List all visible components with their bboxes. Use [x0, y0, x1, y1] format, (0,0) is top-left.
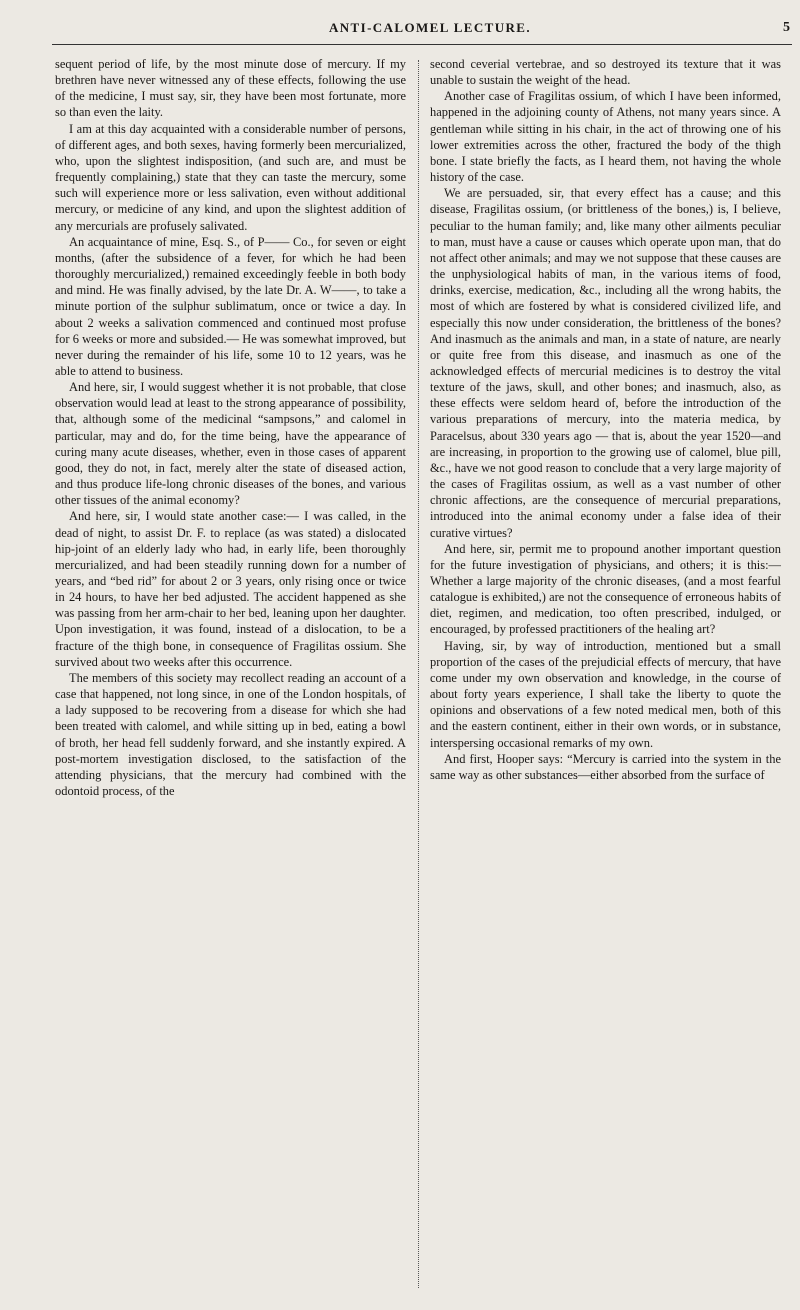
paragraph: I am at this day acquainted with a considerable number of persons, of different ages, and both sexes, having formerly been mercurialized, who, upon the slightest indisposition, (and such are, and must be frequently complaining,) state that they can taste the mercury, some such will experience more or less salivation, even without additional mercury, or medicine of any kind, and upon the slightest addition of any mercurials are profusely salivated.	[55, 121, 406, 233]
right-column	[430, 56, 781, 783]
page-header	[110, 20, 790, 44]
paragraph: An acquaintance of mine, Esq. S., of P—— Co., for seven or eight months, (after the subsidence of a fever, for which he had been thoroughly mercurialized,) remained exceedingly feeble in both body and mind. He was finally advised, by the late Dr. A. W——, to take a minute portion of the sulphur sublimatum, once or twice a day. In about 2 weeks a salivation commenced and continued most profuse for 6 weeks or more and subsided.— He was somewhat improved, but never during the remainder of his life, some 10 to 12 years, was he able to attend to business.	[55, 234, 406, 378]
paragraph: And first, Hooper says: “Mercury is carried into the system in the same way as other substances—either absorbed from the surface of	[430, 751, 781, 782]
paragraph: And here, sir, permit me to propound another important question for the future investigation of physicians, and others; it is this:— Whether a large majority of the chronic diseases, (and a most fearful catalogue is exhibited,) are not the consequence of erroneous habits of diet, regimen, and medication, too often prescribed, indulged, or encouraged, by professed practitioners of the healing art?	[430, 541, 781, 637]
header-rule	[52, 44, 792, 45]
paragraph: Another case of Fragilitas ossium, of which I have been informed, happened in the adjoining county of Athens, not many years since. A gentleman while sitting in his chair, in the act of throwing one of his lower extremities across the other, fractured the body of the thigh bone. I state briefly the facts, as I heard them, not having the whole history of the case.	[430, 89, 781, 185]
page-number: 5	[783, 20, 790, 35]
paragraph: sequent period of life, by the most minute dose of mercury. If my brethren have never witnessed any of these effects, following the use of the medicine, I must say, sir, they have been most fortunate, more so than even the laity.	[55, 57, 406, 120]
paragraph: The members of this society may recollect reading an account of a case that happened, not long since, in one of the London hospitals, of a lady supposed to be recovering from a disease for which she had been treated with calomel, and while sitting up in bed, eating a bowl of broth, her head fell suddenly forward, and she instantly expired. A post-mortem investigation disclosed, to the satisfaction of the attending physicians, that the mercury had combined with the odontoid process, of the	[55, 670, 406, 799]
paragraph: And here, sir, I would suggest whether it is not probable, that close observation would lead at least to the strong appearance of possibility, that, although some of the medicinal “sampsons,” and calomel in particular, may and do, for the time being, have the appearance of curing many acute diseases, whether, even in those cases of apparent good, they do not, in fact, merely alter the state of diseased action, and thus produce life-long chronic diseases of the bones, and various other tissues of the animal economy?	[55, 380, 406, 508]
paragraph: Having, sir, by way of introduction, mentioned but a small proportion of the cases of the prejudicial effects of mercury, that have come under my own observation and knowledge, in the course of about forty years experience, I shall take the liberty to quote the opinions and observations of a few noted medical men, both of this and the eastern continent, either in their own words, or in substance, interspersing occasional remarks of my own.	[430, 638, 781, 750]
paragraph: second ceverial vertebrae, and so destroyed its texture that it was unable to sustain the weight of the head.	[430, 57, 781, 88]
column-divider	[418, 60, 419, 1288]
paragraph: We are persuaded, sir, that every effect has a cause; and this disease, Fragilitas ossium, (or brittleness of the bones,) is, I believe, peculiar to the human family; and, like many other ailments peculiar to man, must have a cause or causes which operate upon man, that do not affect other animals; and may we not suppose that these causes are the unphysiological habits of man, in the various items of food, drinks, exercise, medication, &c., including all the wrong habits, the most of which are fostered by what is considered civilized life, and especially this now under consideration, the brittleness of the bones? And inasmuch as the animals and man, in a state of nature, are nearly or quite free from this disease, and inasmuch as one of the acknowledged effects of mercurial medicines is to destroy the vital texture of the jaws, skull, and other bones; and inasmuch, also, as these effects were seldom heard of, before the introduction of the various preparations of mercury, into the materia medica, by Paracelsus, about 330 years ago — that is, about the year 1520—and are increasing, in proportion to the growing use of calomel, blue pill, &c., have we not good reason to conclude that a very large majority of the cases of Fragilitas ossium, as well as a vast number of other chronic affections, are the consequence of mercurial preparations, introduced into the animal economy under a false idea of their curative virtues?	[430, 186, 782, 540]
running-head: ANTI-CALOMEL LECTURE.	[328, 20, 532, 35]
left-column	[55, 56, 406, 799]
paragraph: And here, sir, I would state another case:— I was called, in the dead of night, to assist Dr. F. to replace (as was stated) a dislocated hip-joint of an elderly lady who had, in early life, been thoroughly mercurialized, and had been steadily running down for a number of years, and “bed rid” for about 2 or 3 years, only rising once or twice in 24 hours, to have her bed adjusted. The accident happened as she was passing from her arm-chair to her bed, leaning upon her daughter. Upon investigation, it was found, instead of a dislocation, to be a fracture of the thigh bone, in consequence of Fragilitas ossium. She survived about two weeks after this occurrence.	[55, 509, 406, 669]
